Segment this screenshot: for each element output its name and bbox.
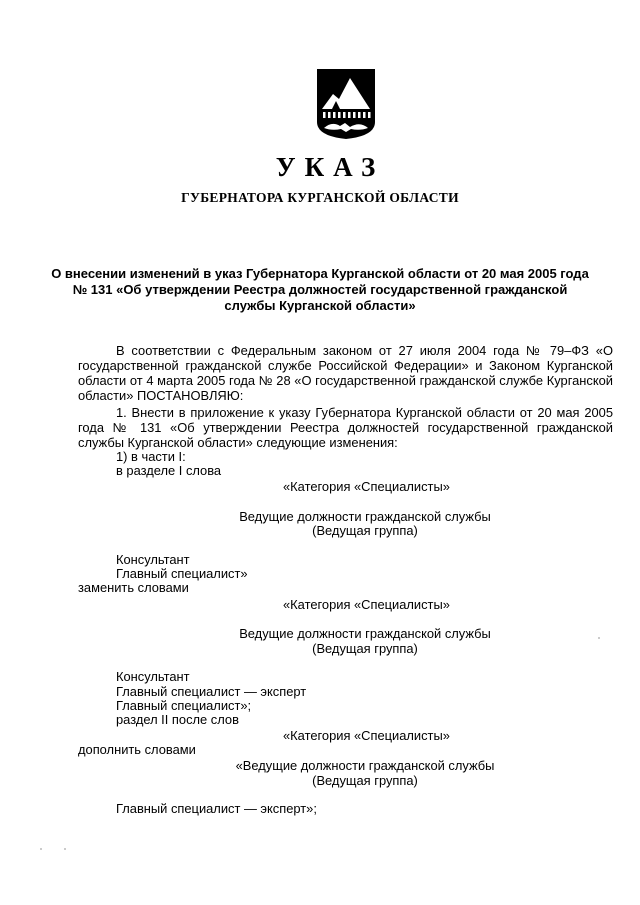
scan-speck xyxy=(40,848,42,850)
coat-of-arms-icon xyxy=(316,68,376,145)
replace-with-text: заменить словами xyxy=(78,580,189,595)
category-label: «Категория «Специалисты» xyxy=(283,597,450,612)
document-title: УКАЗ xyxy=(275,152,385,182)
position-item: Главный специалист — эксперт xyxy=(116,684,307,699)
sub-item-1: 1) в части I: xyxy=(116,449,186,464)
category-label: «Категория «Специалисты» xyxy=(283,728,450,743)
group-label: (Ведущая группа) xyxy=(312,641,418,656)
scan-speck xyxy=(598,637,600,639)
position-item: Главный специалист»; xyxy=(116,698,252,713)
position-item: Консультант xyxy=(116,669,190,684)
scan-speck xyxy=(64,848,66,850)
group-title: Ведущие должности гражданской службы xyxy=(239,509,491,524)
position-item: Консультант xyxy=(116,552,190,567)
position-item: Главный специалист — эксперт»; xyxy=(116,801,317,816)
category-label: «Категория «Специалисты» xyxy=(283,479,450,494)
add-words-text: дополнить словами xyxy=(78,742,196,757)
section-1-intro: в разделе I слова xyxy=(116,463,222,478)
group-title: «Ведущие должности гражданской службы xyxy=(235,758,495,773)
document-issuer: ГУБЕРНАТОРА КУРГАНСКОЙ ОБЛАСТИ xyxy=(181,190,459,205)
preamble-paragraph: В соответствии с Федеральным законом от 27 июля 2004 года № 79–ФЗ «О государственной гражданской службе Российской Федерации» и Законом Курганской области от 4 марта 2005 года № 28 «О государственной гражданской службе Курганской области» ПОСТАНОВЛЯЮ: xyxy=(78,343,613,403)
group-label: (Ведущая группа) xyxy=(312,523,418,538)
item-1-paragraph: 1. Внести в приложение к указу Губернатора Курганской области от 20 мая 2005 года № 131 «Об утверждении Реестра должностей государственной гражданской службы Курганской области» следующие изменения: xyxy=(78,405,613,450)
group-title: Ведущие должности гражданской службы xyxy=(239,626,491,641)
section-2-intro: раздел II после слов xyxy=(116,712,239,727)
group-label: (Ведущая группа) xyxy=(312,773,418,788)
document-subject: О внесении изменений в указ Губернатора Курганской области от 20 мая 2005 года № 131 «Об утверждении Реестра должностей государственной гражданской службы Курганской области» xyxy=(51,266,589,313)
position-item: Главный специалист» xyxy=(116,566,248,581)
